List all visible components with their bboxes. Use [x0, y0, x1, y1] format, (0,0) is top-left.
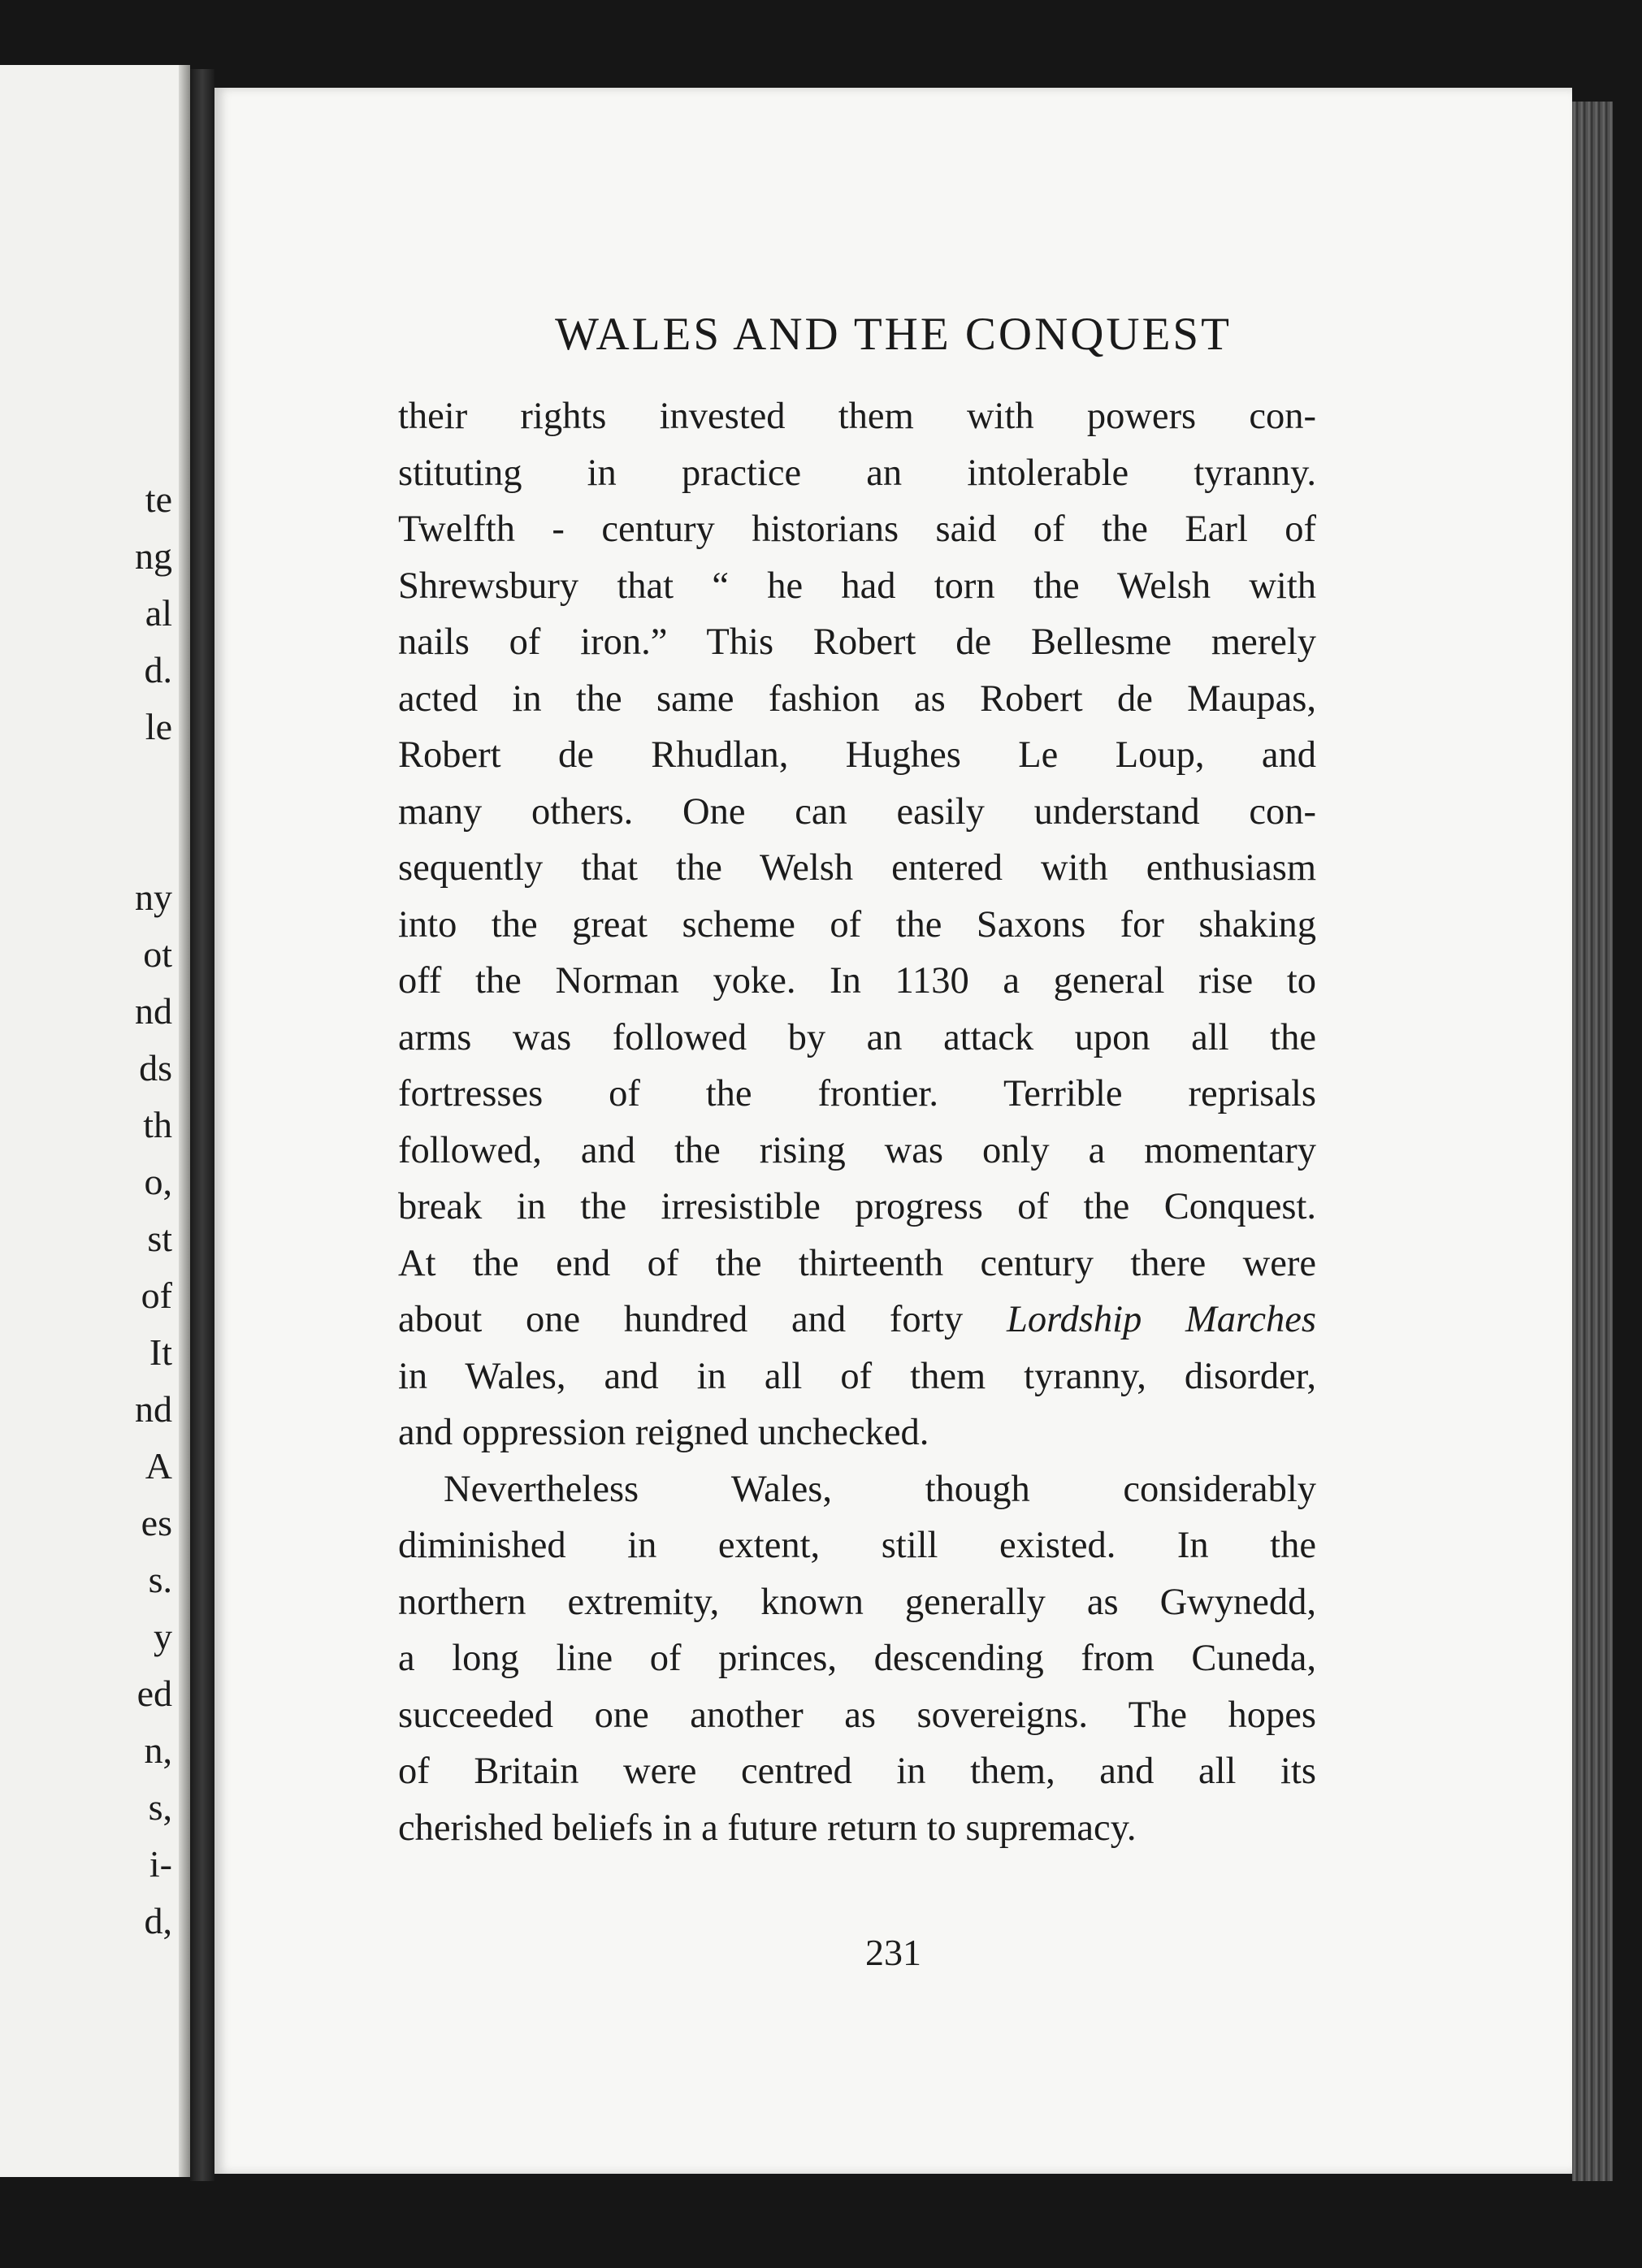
left-page-fragment: ng: [135, 535, 172, 577]
text-line: many others. One can easily understand con-: [398, 790, 1316, 833]
text-line: stituting in practice an intolerable tyranny.: [398, 452, 1316, 494]
text-line: into the great scheme of the Saxons for shaking: [398, 903, 1316, 946]
text-line: a long line of princes, descending from Cuneda,: [398, 1638, 1316, 1679]
left-page-fragment: A: [145, 1445, 172, 1487]
page-stack-edge: [1572, 102, 1613, 2181]
left-page-fragment: n,: [144, 1729, 172, 1771]
left-page-fragment: ed: [136, 1673, 172, 1714]
text-line: and oppression reigned unchecked.: [398, 1412, 929, 1453]
left-page-fragment: es: [141, 1502, 172, 1543]
text-line: Twelfth - century historians said of the Earl of: [398, 509, 1316, 550]
text-segment: about one hundred and forty: [398, 1299, 1007, 1340]
left-page-fragment: th: [143, 1104, 172, 1145]
left-page-fragment: nd: [135, 1388, 172, 1430]
left-page-fragment: d.: [144, 649, 172, 690]
left-page-fragment: te: [145, 478, 172, 520]
text-line: their rights invested them with powers con-: [398, 396, 1316, 437]
text-line: followed, and the rising was only a momentary: [398, 1129, 1316, 1171]
text-line: fortresses of the frontier. Terrible reprisals: [398, 1073, 1316, 1115]
left-page-fragment: It: [149, 1331, 172, 1373]
text-line: break in the irresistible progress of the Conquest.: [398, 1186, 1316, 1227]
text-line: of Britain were centred in them, and all its: [398, 1751, 1316, 1792]
left-page-fragment: of: [141, 1275, 172, 1316]
text-line: sequently that the Welsh entered with enthusiasm: [398, 847, 1316, 889]
left-page-fragment: nd: [135, 990, 172, 1032]
text-line: off the Norman yoke. In 1130 a general rise to: [398, 960, 1316, 1002]
left-page-fragment: s,: [148, 1786, 172, 1828]
left-page-fragment: le: [145, 706, 172, 747]
text-line: cherished beliefs in a future return to supremacy.: [398, 1807, 1137, 1849]
text-line: nails of iron.” This Robert de Bellesme merely: [398, 621, 1316, 663]
right-page: [214, 88, 1572, 2174]
page-number: 231: [865, 1932, 921, 1973]
left-page-fragment: ds: [139, 1047, 172, 1089]
body-text: [398, 388, 1316, 1856]
text-line: Shrewsbury that “ he had torn the Welsh with: [398, 565, 1316, 607]
text-line: succeeded one another as sovereigns. The hopes: [398, 1694, 1316, 1736]
text-line: arms was followed by an attack upon all the: [398, 1016, 1316, 1058]
text-line: Nevertheless Wales, though considerably: [444, 1468, 1316, 1510]
italic-term: Lordship Marches: [1007, 1299, 1316, 1340]
text-line: in Wales, and in all of them tyranny, disorder,: [398, 1355, 1316, 1397]
running-head: WALES AND THE CONQUEST: [555, 309, 1232, 360]
left-page-gutter-shadow: [179, 65, 190, 2177]
left-page-fragment: y: [154, 1616, 172, 1657]
left-page-fragment: i-: [149, 1843, 172, 1885]
left-page-fragment: ny: [135, 876, 172, 918]
left-page-fragment: d,: [144, 1900, 172, 1941]
text-line: At the end of the thirteenth century there were: [398, 1242, 1316, 1284]
left-page-fragment: s.: [148, 1559, 172, 1600]
text-line: northern extremity, known generally as Gwynedd,: [398, 1581, 1316, 1623]
text-line: acted in the same fashion as Robert de Maupas,: [398, 677, 1316, 720]
left-page: [0, 65, 190, 2177]
text-line: diminished in extent, still existed. In the: [398, 1525, 1316, 1566]
left-page-fragment: al: [145, 592, 172, 634]
text-line: Robert de Rhudlan, Hughes Le Loup, and: [398, 734, 1316, 776]
book-gutter: [190, 69, 214, 2181]
text-line: [398, 1292, 1316, 1348]
left-page-fragment: st: [147, 1218, 172, 1259]
left-page-fragment: ot: [143, 933, 172, 975]
left-page-fragment: o,: [144, 1161, 172, 1202]
